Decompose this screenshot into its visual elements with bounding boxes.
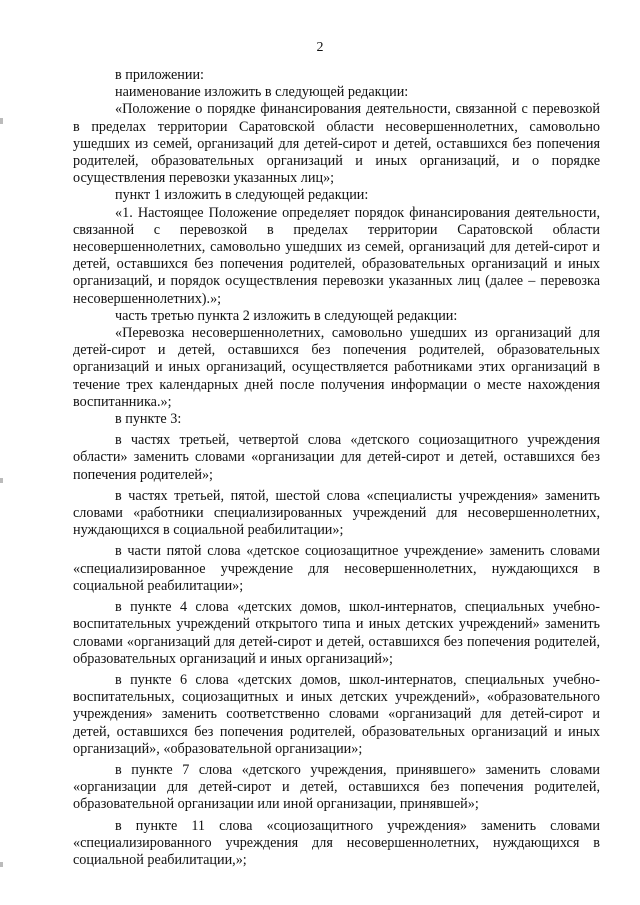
paragraph: в приложении:: [115, 67, 204, 83]
paragraph: в пункте 3:: [115, 411, 182, 428]
paragraph: пункт 1 изложить в следующей редакции:: [115, 187, 369, 204]
scan-edge-mark: [0, 118, 3, 124]
scan-edge-mark: [0, 862, 3, 867]
page-number: 2: [316, 40, 324, 55]
paragraph: в пункте 7 слова «детского учреждения, принявшего» заменить словами «организации для детей-сирот и детей, оставшихся без попечения родителей, образовательной организации или иной организации, принявшей»;: [73, 761, 600, 813]
paragraph: в частях третьей, пятой, шестой слова «специалисты учреждения» заменить словами «работники специализированных учреждений для несовершеннолетних, нуждающихся в социальной реабилитации»;: [73, 487, 600, 539]
paragraph: в пункте 6 слова «детских домов, школ-интернатов, специальных учебно-воспитательных, социозащитных и иных детских учреждений», «образовательного учреждения» заменить соответственно словами «организаций для детей-сирот и детей, оставшихся без попечения родителей, образовательных организаций и иных организаций», «образовательной организации»;: [73, 671, 600, 757]
paragraph: «Положение о порядке финансирования деятельности, связанной с перевозкой в пределах территории Саратовской области несовершеннолетних, самовольно ушедших из семей, организаций для детей-сирот и детей, оставшихся без попечения родителей, образовательных организаций и иных организаций, и о порядке осуществления перевозки указанных лиц»;: [73, 101, 600, 187]
document-body: [73, 67, 600, 869]
paragraph: в пункте 4 слова «детских домов, школ-интернатов, специальных учебно-воспитательных учреждений открытого типа и иных детских учреждений» заменить словами «организаций для детей-сирот и детей, оставшихся без попечения родителей, образовательных организаций и иных организаций»;: [73, 599, 600, 667]
paragraph: «Перевозка несовершеннолетних, самовольно ушедших из организаций для детей-сирот и детей, оставшихся без попечения родителей, образовательных организаций и иных организаций, осуществляется работниками этих организаций в течение трех календарных дней после получения информации о месте нахождения воспитанника.»;: [73, 325, 600, 410]
paragraph: в частях третьей, четвертой слова «детского социозащитного учреждения области» заменить словами «организации для детей-сирот и детей, оставшихся без попечения родителей»;: [73, 432, 600, 483]
paragraph: часть третью пункта 2 изложить в следующей редакции:: [115, 307, 458, 324]
paragraph: наименование изложить в следующей редакции:: [115, 84, 409, 101]
paragraph: «1. Настоящее Положение определяет порядок финансирования деятельности, связанной с перевозкой в пределах территории Саратовской области несовершеннолетних, самовольно ушедших из семей, организаций для детей-сирот и детей, оставшихся без попечения родителей, образовательных организаций и иных организаций, и порядок осуществления перевозки указанных лиц (далее – перевозка несовершеннолетних).»;: [73, 204, 600, 307]
paragraph: в части пятой слова «детское социозащитное учреждение» заменить словами «специализированное учреждение для несовершеннолетних, нуждающихся в социальной реабилитации»;: [73, 543, 600, 594]
paragraph: в пункте 11 слова «социозащитного учреждения» заменить словами «специализированного учреждения для несовершеннолетних, нуждающихся в социальной реабилитации,»;: [73, 817, 600, 868]
scan-edge-mark: [0, 478, 3, 483]
